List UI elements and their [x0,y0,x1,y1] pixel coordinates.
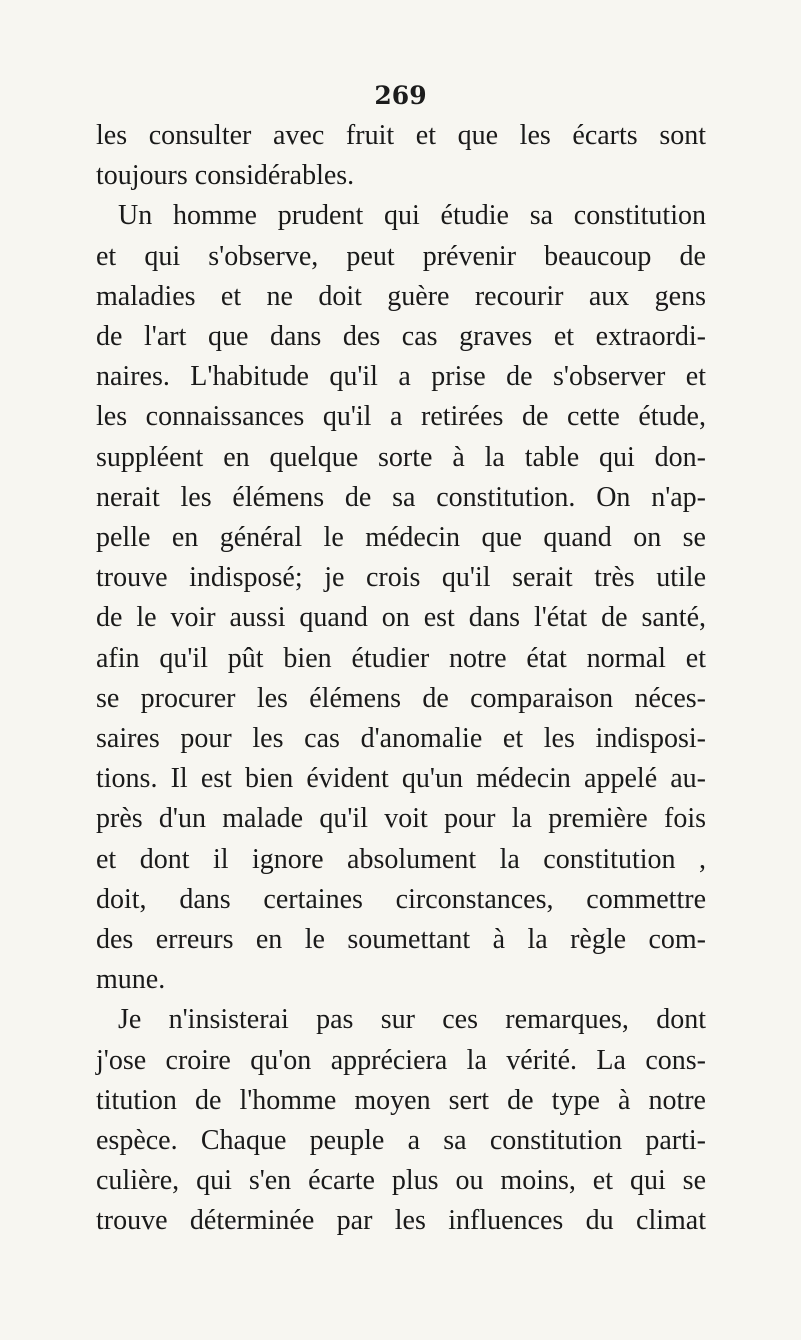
text-line: doit, dans certaines circonstances, commettre [96,883,706,915]
text-line: mune. [96,964,166,996]
text-line: près d'un malade qu'il voit pour la première fois [96,803,706,835]
text-line: afin qu'il pût bien étudier notre état normal et [96,642,706,674]
text-line: trouve déterminée par les influences du climat [96,1205,706,1237]
text-line: des erreurs en le soumettant à la règle com- [96,924,706,955]
text-line: trouve indisposé; je crois qu'il serait très utile [96,562,706,594]
text-line: suppléent en quelque sorte à la table qui don- [96,441,706,473]
text-line: et qui s'observe, peut prévenir beaucoup de [96,240,706,272]
text-line: Un homme prudent qui étudie sa constitution [118,200,706,232]
text-line: les connaissances qu'il a retirées de cette étude, [96,401,706,433]
text-line: de l'art que dans des cas graves et extraordi- [96,321,706,352]
text-line: toujours considérables. [96,160,355,192]
page-number: 269 [374,81,427,110]
text-line: nerait les élémens de sa constitution. On n'ap- [96,481,706,513]
text-line: se procurer les élémens de comparaison néces- [96,682,706,714]
text-line: espèce. Chaque peuple a sa constitution parti- [96,1125,706,1156]
text-line: saires pour les cas d'anomalie et les indisposi- [96,723,706,754]
text-line: culière, qui s'en écarte plus ou moins, et qui se [96,1165,706,1197]
text-line: naires. L'habitude qu'il a prise de s'observer et [96,361,706,393]
text-line: maladies et ne doit guère recourir aux gens [96,280,706,312]
text-line: tions. Il est bien évident qu'un médecin appelé au- [96,763,706,795]
text-line: j'ose croire qu'on appréciera la vérité. La cons- [96,1044,706,1076]
text-line: titution de l'homme moyen sert de type à notre [96,1084,706,1116]
text-line: de le voir aussi quand on est dans l'état de santé, [96,602,706,634]
text-line: pelle en général le médecin que quand on se [96,522,706,553]
text-line: Je n'insisterai pas sur ces remarques, dont [118,1004,706,1036]
text-line: les consulter avec fruit et que les écarts sont [96,120,706,151]
text-line: et dont il ignore absolument la constitution , [96,843,706,875]
